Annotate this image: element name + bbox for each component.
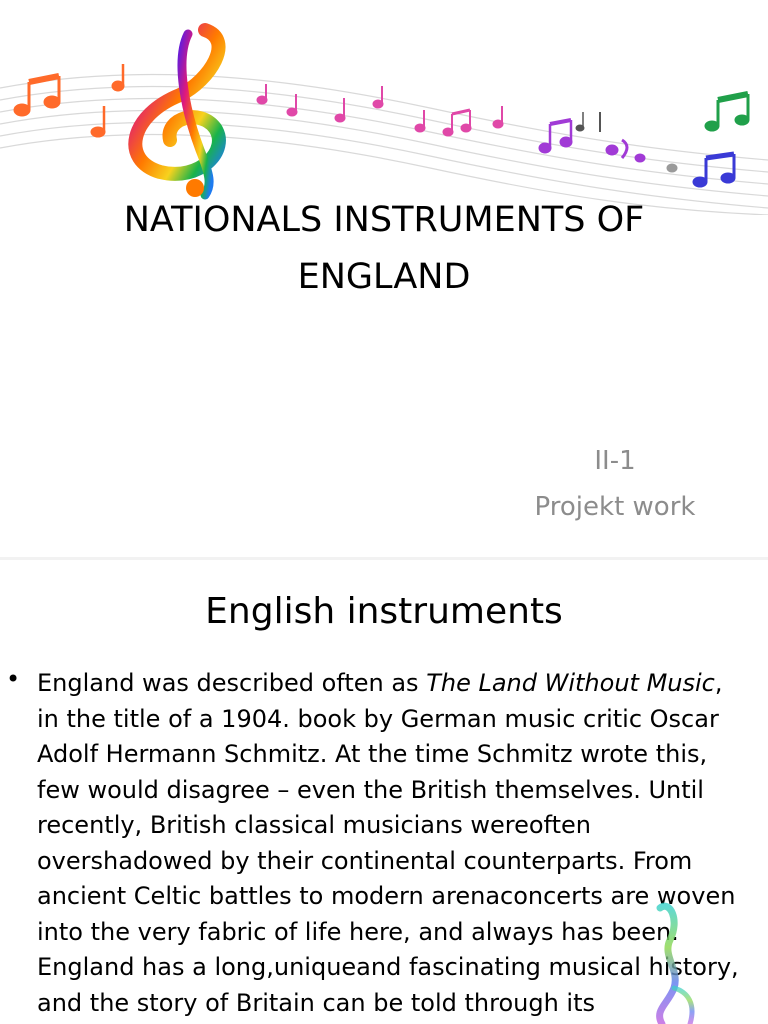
body-line: overshadowed by their continental counterparts. From <box>37 846 693 875</box>
content-slide <box>0 560 768 1024</box>
body-line <box>37 666 763 702</box>
slide-subtitle <box>470 438 760 530</box>
body-line: recently, British classical musicians wereoften <box>37 811 591 839</box>
gray-notes-icon <box>576 112 600 132</box>
body-line: and the story of Britain can be told through its <box>37 988 595 1017</box>
title-line: NATIONALS INSTRUMENTS OF <box>123 200 645 240</box>
body-text-span: England was described often as <box>37 669 427 697</box>
body-line: England has a long,uniqueand fascinating musical history, <box>37 953 739 981</box>
subtitle-line: Projekt work <box>534 492 696 522</box>
body-text-span: , <box>714 669 723 697</box>
slide-heading: English instruments <box>205 591 563 632</box>
purple-notes-icon <box>539 120 645 162</box>
body-line: Adolf Hermann Schmitz. At the time Schmitz wrote this, <box>37 740 708 768</box>
green-notes-icon <box>705 94 749 131</box>
body-line: ancient Celtic battles to modern arenaconcerts are woven <box>37 882 736 910</box>
title-line: ENGLAND <box>297 257 471 297</box>
blue-notes-icon <box>667 154 735 187</box>
music-notes-banner <box>0 0 768 215</box>
treble-clef-icon <box>135 30 219 197</box>
slide-title <box>60 192 708 306</box>
bullet-icon: • <box>6 665 21 693</box>
book-title-italic: The Land Without Music <box>426 669 715 697</box>
subtitle-line: II-1 <box>594 446 636 476</box>
body-line: into the very fabric of life here, and always has been. <box>37 917 679 946</box>
rainbow-swirl-decoration <box>640 900 710 1024</box>
body-line: few would disagree – even the British themselves. Until <box>37 775 704 804</box>
body-line: in the title of a 1904. book by German music critic Oscar <box>37 704 719 733</box>
